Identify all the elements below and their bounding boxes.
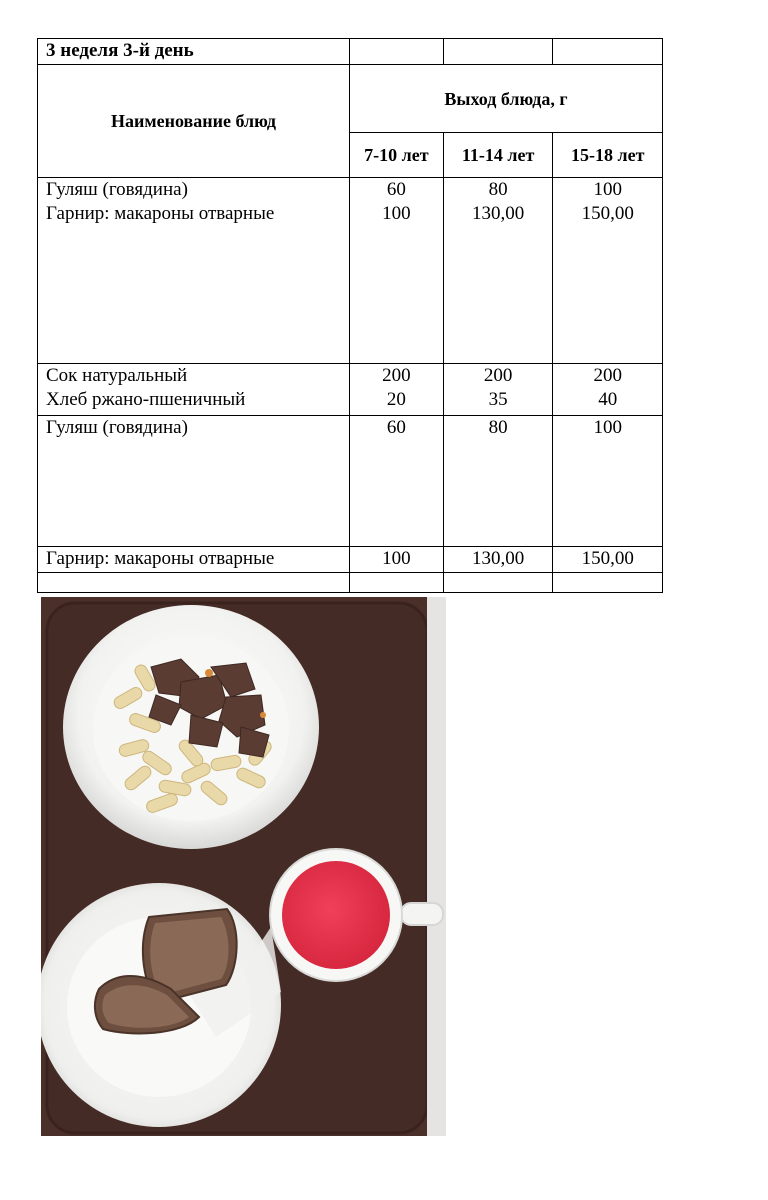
empty-cell: [38, 573, 350, 593]
dish-name: Сок натуральный: [46, 365, 188, 386]
table-row: [38, 178, 663, 364]
portion-cell: [349, 416, 443, 547]
table-row: [38, 416, 663, 547]
empty-cell: [443, 39, 553, 65]
portion-value: 130,00: [472, 548, 525, 569]
portion-value: 200: [382, 365, 411, 386]
table-row: [38, 547, 663, 573]
dish-name: Гуляш (говядина): [46, 417, 188, 438]
portion-cell: [443, 547, 553, 573]
dish-names-cell: [38, 364, 350, 416]
empty-cell: [553, 39, 663, 65]
portion-value: 100: [593, 417, 622, 438]
portion-value: 200: [483, 365, 513, 386]
age-group-15-18: 15-18 лет: [553, 133, 663, 178]
dish-name: Гарнир: макароны отварные: [46, 203, 275, 224]
portion-value: 60: [386, 179, 406, 200]
empty-cell: [553, 573, 663, 593]
meal-photo: [41, 597, 446, 1136]
portion-value: 20: [386, 389, 406, 410]
portion-value: 200: [593, 365, 622, 386]
portion-cell: [443, 178, 553, 364]
dish-name: Гуляш (говядина): [46, 179, 188, 200]
empty-cell: [349, 573, 443, 593]
portion-cell: [553, 364, 663, 416]
portion-cell: [443, 416, 553, 547]
meal-photo-illustration: [41, 597, 446, 1136]
table-row: [38, 364, 663, 416]
dish-name: Хлеб ржано-пшеничный: [46, 389, 246, 410]
portion-cell: [553, 178, 663, 364]
dish-names-cell: [38, 416, 350, 547]
portion-value: 100: [382, 548, 411, 569]
portion-value: 130,00: [472, 203, 525, 224]
portion-value: 100: [382, 203, 411, 224]
dish-name-header: Наименование блюд: [38, 65, 350, 178]
output-header: Выход блюда, г: [349, 65, 662, 133]
portion-cell: [349, 178, 443, 364]
portion-value: 60: [386, 417, 406, 438]
portion-value: 80: [488, 179, 508, 200]
portion-cell: [553, 416, 663, 547]
age-group-11-14: 11-14 лет: [443, 133, 553, 178]
portion-cell: [349, 364, 443, 416]
dish-name: Гарнир: макароны отварные: [46, 548, 275, 569]
day-label: 3 неделя 3-й день: [38, 39, 350, 65]
portion-cell: [553, 547, 663, 573]
empty-cell: [443, 573, 553, 593]
empty-cell: [349, 39, 443, 65]
portion-value: 150,00: [581, 203, 634, 224]
portion-value: 100: [593, 179, 622, 200]
age-group-7-10: 7-10 лет: [349, 133, 443, 178]
portion-value: 40: [598, 389, 618, 410]
dish-names-cell: [38, 178, 350, 364]
dish-names-cell: [38, 547, 350, 573]
menu-table: [37, 38, 663, 593]
portion-cell: [349, 547, 443, 573]
portion-value: 150,00: [581, 548, 634, 569]
portion-cell: [443, 364, 553, 416]
portion-value: 35: [488, 389, 508, 410]
portion-value: 80: [488, 417, 508, 438]
